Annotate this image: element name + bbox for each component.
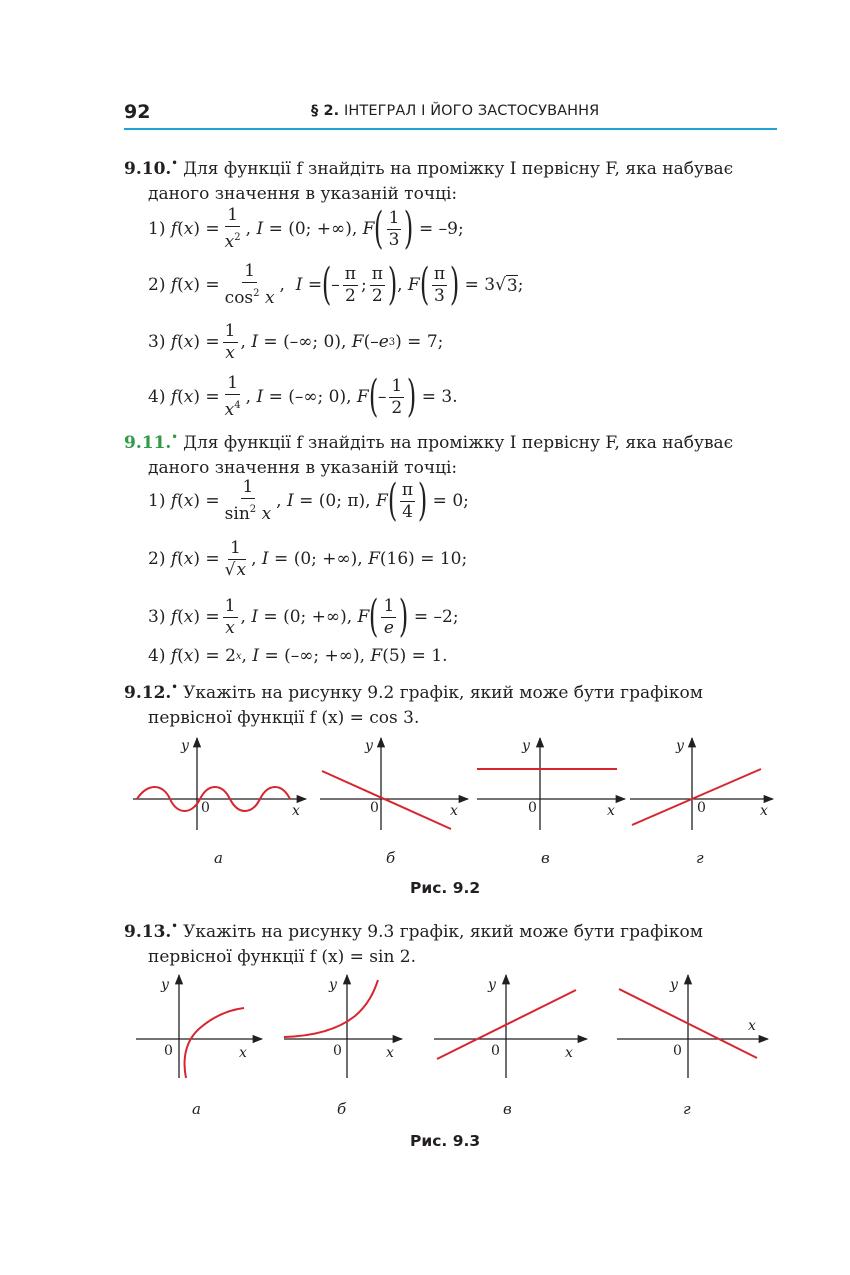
svg-text:x: x: [292, 803, 300, 819]
section-title-text: ІНТЕГРАЛ І ЙОГО ЗАСТОСУВАННЯ: [344, 103, 600, 119]
fig93-graph-b: [284, 975, 402, 1078]
svg-text:y: y: [161, 977, 169, 993]
svg-text:x: x: [607, 803, 615, 819]
problem-number: 9.10.•: [124, 158, 178, 179]
task-9-10-3: 3) f ( x ) = $\frac{1}{x}$ , I = (–∞; 0), F (– e 3 ) = 7;: [148, 320, 444, 363]
svg-text:0: 0: [528, 800, 537, 816]
problem-text: Укажіть на рисунку 9.2 графік, який може бути графіком: [183, 683, 703, 703]
svg-text:x: x: [450, 803, 458, 819]
svg-text:x: x: [239, 1045, 247, 1061]
fig93-letter-g: г: [683, 1100, 691, 1118]
task-9-10-2: 2) f ( x ) = $\frac{1}{\cos^2 x}$ , I = ( – $\frac{\pi}{2}$ ; $\frac{\pi}{2}$ ) , F ( $\frac{\pi}{3}$ ) = 3√ 3 ;: [148, 259, 524, 310]
svg-text:y: y: [329, 977, 337, 993]
fig92-letter-g: г: [696, 849, 704, 867]
fig92-graph-b: [320, 738, 468, 830]
fig92-graph-a: [133, 738, 306, 830]
svg-text:y: y: [488, 977, 496, 993]
svg-text:0: 0: [673, 1043, 682, 1059]
problem-number: 9.12.•: [124, 682, 178, 703]
fig93-graph-a: [136, 975, 262, 1078]
problem-text: даного значення в указаній точці:: [148, 458, 458, 478]
task-9-11-4: 4) f ( x ) = 2 x , I = (–∞; +∞), F (5) = 1.: [148, 646, 448, 666]
task-9-11-1: 1) f ( x ) = $\frac{1}{\sin^2 x}$ , I = (0; π), F ( $\frac{\pi}{4}$ ) = 0;: [148, 475, 469, 526]
problem-text: первісної функції f (x) = sin 2.: [148, 947, 417, 967]
task-9-11-2: 2) f ( x ) = $\frac{1}{√x}$ , I = (0; +∞), F (16) = 10;: [148, 537, 468, 580]
svg-text:0: 0: [370, 800, 379, 816]
problem-text: первісної функції f (x) = cos 3.: [148, 708, 420, 728]
svg-text:y: y: [365, 738, 373, 754]
svg-text:0: 0: [491, 1043, 500, 1059]
fig92-caption: Рис. 9.2: [410, 879, 481, 897]
fig93-letter-a: а: [192, 1100, 201, 1118]
problem-text: Для функції f знайдіть на проміжку I первісну F, яка набуває: [183, 159, 734, 179]
fig93-graph-v: [434, 975, 587, 1078]
task-9-10-1: 1) f ( x ) = $\frac{1}{x^2}$ , I = (0; +∞), F ( $\frac{1}{3}$ ) = –9;: [148, 203, 464, 254]
svg-text:y: y: [676, 738, 684, 754]
problem-text: даного значення в указаній точці:: [148, 184, 458, 204]
fig93-letter-v: в: [503, 1100, 512, 1118]
svg-text:x: x: [748, 1018, 756, 1034]
fig93-graph-g: [617, 975, 768, 1078]
fig92-letter-b: б: [386, 849, 396, 867]
svg-text:0: 0: [333, 1043, 342, 1059]
svg-text:y: y: [522, 738, 530, 754]
svg-text:y: y: [181, 738, 189, 754]
svg-text:0: 0: [164, 1043, 173, 1059]
svg-text:x: x: [760, 803, 768, 819]
page-number: 92: [124, 101, 151, 123]
svg-text:y: y: [670, 977, 678, 993]
fig92-graph-v: [477, 738, 625, 830]
svg-text:x: x: [565, 1045, 573, 1061]
fig92-graph-g: [630, 738, 773, 830]
fig92-letter-a: а: [214, 849, 223, 867]
problem-number: 9.13.•: [124, 921, 178, 942]
fig93-letter-b: б: [337, 1100, 347, 1118]
svg-text:0: 0: [201, 800, 210, 816]
task-9-10-4: 4) f ( x ) = $\frac{1}{x^4}$ , I = (–∞; 0), F ( – $\frac{1}{2}$ ) = 3.: [148, 371, 458, 422]
fig92-letter-v: в: [541, 849, 550, 867]
svg-text:x: x: [386, 1045, 394, 1061]
task-9-11-3: 3) f ( x ) = $\frac{1}{x}$ , I = (0; +∞), F ( $\frac{1}{e}$ ) = –2;: [148, 591, 459, 642]
problem-text: Укажіть на рисунку 9.3 графік, який може бути графіком: [183, 922, 703, 942]
problem-number: 9.11.•: [124, 432, 178, 453]
svg-text:0: 0: [697, 800, 706, 816]
section-mark: § 2.: [311, 103, 340, 119]
problem-text: Для функції f знайдіть на проміжку I первісну F, яка набуває: [183, 433, 734, 453]
fig93-caption: Рис. 9.3: [410, 1132, 481, 1150]
